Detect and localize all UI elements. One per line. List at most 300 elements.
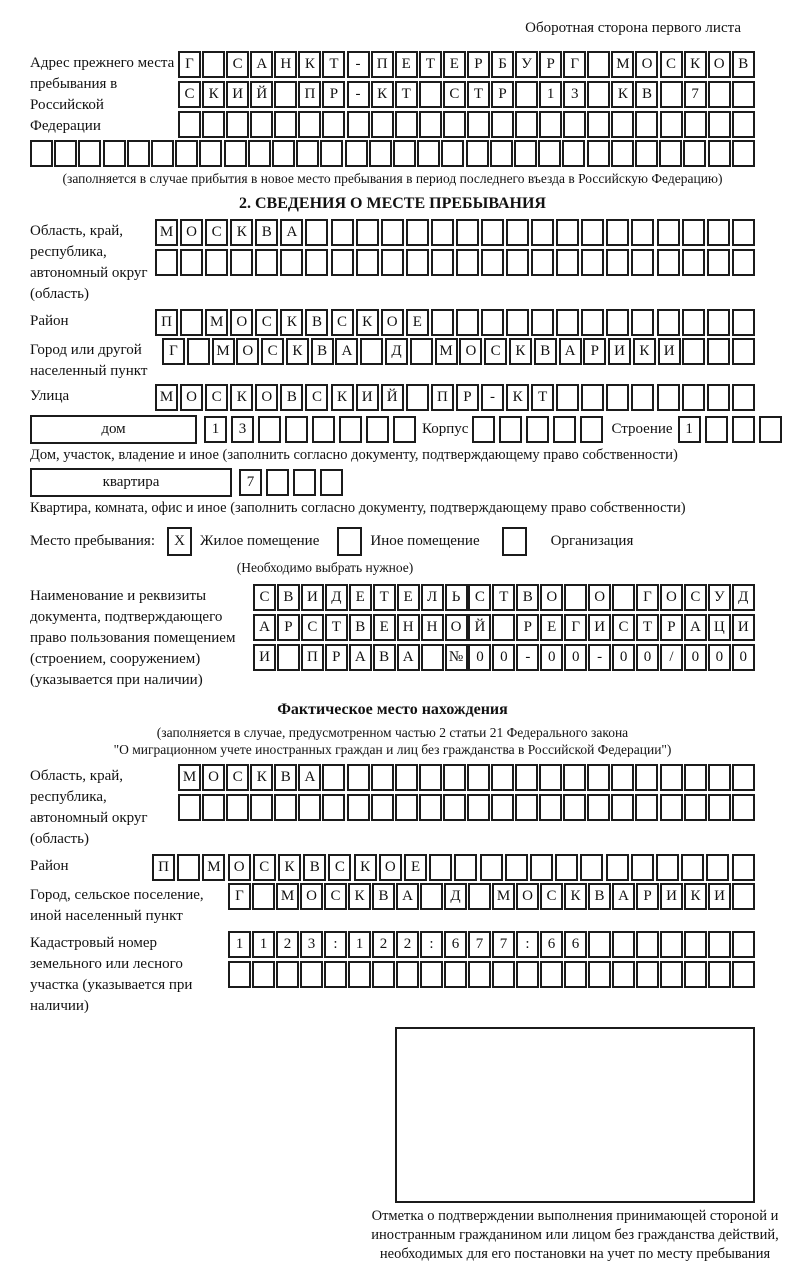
char-box: В (303, 854, 326, 881)
char-box (180, 249, 203, 276)
char-box: С (305, 384, 328, 411)
char-box (515, 764, 538, 791)
char-box (356, 249, 379, 276)
char-box (631, 249, 654, 276)
apartment-type-box: квартира (30, 468, 232, 497)
char-box (300, 961, 323, 988)
char-box: К (230, 219, 253, 246)
house-type-box: дом (30, 415, 197, 444)
char-box (274, 794, 297, 821)
char-box: О (635, 51, 658, 78)
char-box (660, 961, 683, 988)
char-box: К (354, 854, 377, 881)
char-box (514, 140, 537, 167)
city-label: Город или другой населенный пункт (30, 342, 148, 379)
char-box: / (660, 644, 683, 671)
char-box (371, 794, 394, 821)
char-box (331, 219, 354, 246)
char-box: - (481, 384, 504, 411)
char-box (682, 309, 705, 336)
char-box (417, 140, 440, 167)
char-grid (228, 883, 755, 910)
char-box (178, 794, 201, 821)
char-box: О (516, 883, 539, 910)
char-box: А (253, 614, 276, 641)
char-box (564, 961, 587, 988)
char-box: К (506, 384, 529, 411)
char-box: М (205, 309, 228, 336)
char-box: К (633, 338, 656, 365)
char-box: С (253, 584, 276, 611)
char-box (683, 140, 706, 167)
char-box (708, 140, 731, 167)
page-side-note: Оборотная сторона первого листа (525, 20, 741, 36)
char-box (54, 140, 77, 167)
char-box (587, 764, 610, 791)
char-box (420, 883, 443, 910)
checkbox-other-premises (337, 527, 362, 556)
char-box (466, 140, 489, 167)
char-box (395, 794, 418, 821)
char-box (732, 384, 755, 411)
char-box (481, 309, 504, 336)
district-row (30, 309, 755, 336)
apartment-row (30, 468, 755, 497)
char-box (682, 219, 705, 246)
char-box (224, 140, 247, 167)
char-box (410, 338, 433, 365)
char-box (660, 764, 683, 791)
char-box (606, 309, 629, 336)
fact-hint-line1: (заполняется в случае, предусмотренном частью 2 статьи 21 Федерального закона (156, 725, 629, 740)
char-box (516, 961, 539, 988)
char-box (635, 140, 658, 167)
prev-address-hint: (заполняется в случае прибытия в новое место пребывания в период последнего въезда в Российскую Федерацию) (62, 171, 723, 186)
char-box (226, 794, 249, 821)
char-box: 3 (563, 81, 586, 108)
char-box: В (274, 764, 297, 791)
char-box (732, 140, 755, 167)
char-box (732, 111, 755, 138)
char-box: Е (373, 614, 396, 641)
char-box: 0 (636, 644, 659, 671)
char-box (266, 469, 289, 496)
char-box (682, 338, 705, 365)
char-box (556, 249, 579, 276)
char-box (421, 644, 444, 671)
char-grid (178, 81, 755, 108)
char-box (708, 81, 731, 108)
char-box (258, 416, 281, 443)
char-box (395, 764, 418, 791)
char-box (732, 219, 755, 246)
char-box (347, 111, 370, 138)
stay-type-row (30, 527, 755, 556)
char-box (454, 854, 477, 881)
char-box (611, 794, 634, 821)
char-box (187, 338, 210, 365)
char-box (564, 584, 587, 611)
char-box (581, 309, 604, 336)
char-box (443, 111, 466, 138)
char-box: И (732, 614, 755, 641)
char-box (276, 961, 299, 988)
char-box (515, 81, 538, 108)
char-box (556, 219, 579, 246)
char-box (631, 384, 654, 411)
char-box (606, 854, 629, 881)
char-box (732, 81, 755, 108)
char-box (707, 338, 730, 365)
char-box (732, 794, 755, 821)
char-box (322, 794, 345, 821)
char-box (682, 384, 705, 411)
fact-region-row (30, 764, 755, 850)
char-box (127, 140, 150, 167)
char-box: У (708, 584, 731, 611)
char-box (732, 309, 755, 336)
char-box: Е (406, 309, 429, 336)
char-box: Е (349, 584, 372, 611)
char-box: Р (660, 614, 683, 641)
char-box (581, 219, 604, 246)
char-box (492, 961, 515, 988)
char-box (684, 961, 707, 988)
char-box: К (202, 81, 225, 108)
char-box: И (658, 338, 681, 365)
char-box: С (328, 854, 351, 881)
char-box: Ц (708, 614, 731, 641)
char-box (563, 794, 586, 821)
char-box: О (459, 338, 482, 365)
char-box: 2 (276, 931, 299, 958)
char-box (705, 416, 728, 443)
char-box: П (298, 81, 321, 108)
prev-address-label: Адрес прежнего места пребывания в Российской Федерации (30, 55, 175, 134)
char-box: В (255, 219, 278, 246)
char-box (472, 416, 495, 443)
char-box (581, 384, 604, 411)
char-box: О (180, 219, 203, 246)
char-box: В (534, 338, 557, 365)
char-box: 6 (540, 931, 563, 958)
char-box: А (559, 338, 582, 365)
char-box: Т (467, 81, 490, 108)
char-box (684, 794, 707, 821)
char-box: А (280, 219, 303, 246)
char-box (272, 140, 295, 167)
house-number-grid (204, 416, 416, 443)
char-box (348, 961, 371, 988)
char-box: С (205, 384, 228, 411)
char-box (491, 794, 514, 821)
char-box: О (230, 309, 253, 336)
char-box (177, 854, 200, 881)
char-box (732, 249, 755, 276)
char-box (631, 219, 654, 246)
char-box: О (255, 384, 278, 411)
checkbox-residential: X (167, 527, 192, 556)
char-box (467, 111, 490, 138)
char-box (420, 961, 443, 988)
char-box (707, 384, 730, 411)
char-box: П (152, 854, 175, 881)
char-box (631, 854, 654, 881)
char-box (580, 854, 603, 881)
char-box (78, 140, 101, 167)
char-box (539, 764, 562, 791)
char-box: Р (516, 614, 539, 641)
char-box (708, 111, 731, 138)
char-box: М (492, 883, 515, 910)
char-box (467, 794, 490, 821)
char-box (345, 140, 368, 167)
char-box (419, 764, 442, 791)
region-grids (155, 219, 755, 276)
char-box: 0 (540, 644, 563, 671)
char-box (230, 249, 253, 276)
char-box (456, 249, 479, 276)
char-box: С (684, 584, 707, 611)
char-grid (152, 854, 755, 881)
char-box: 1 (204, 416, 227, 443)
char-box (491, 764, 514, 791)
char-box: Б (491, 51, 514, 78)
char-box: 0 (492, 644, 515, 671)
char-box: К (348, 883, 371, 910)
char-box (481, 219, 504, 246)
char-box (499, 416, 522, 443)
char-box (707, 309, 730, 336)
char-box (155, 249, 178, 276)
char-box: Д (444, 883, 467, 910)
char-box: И (253, 644, 276, 671)
char-box: А (397, 644, 420, 671)
char-box: И (356, 384, 379, 411)
char-box (285, 416, 308, 443)
char-box (429, 854, 452, 881)
char-box: - (347, 51, 370, 78)
char-box (606, 384, 629, 411)
char-box: Г (178, 51, 201, 78)
document-grids (253, 584, 755, 671)
char-box: С (301, 614, 324, 641)
char-box (151, 140, 174, 167)
char-box (587, 81, 610, 108)
char-box: Г (162, 338, 185, 365)
option-organization-label: Организация (550, 533, 634, 549)
char-box (372, 961, 395, 988)
char-box (419, 111, 442, 138)
char-box: : (420, 931, 443, 958)
char-box: Й (250, 81, 273, 108)
char-box: : (324, 931, 347, 958)
char-box (468, 961, 491, 988)
char-box: 0 (612, 644, 635, 671)
char-box: К (331, 384, 354, 411)
char-box: 0 (684, 644, 707, 671)
char-box: М (611, 51, 634, 78)
char-box: О (236, 338, 259, 365)
char-box (657, 309, 680, 336)
char-box: А (250, 51, 273, 78)
house-row (30, 415, 755, 444)
char-box: С (612, 614, 635, 641)
char-box (444, 961, 467, 988)
char-box (587, 51, 610, 78)
char-box (531, 309, 554, 336)
char-box (274, 111, 297, 138)
char-box: С (660, 51, 683, 78)
char-box: 7 (239, 469, 262, 496)
char-box (431, 309, 454, 336)
char-box (366, 416, 389, 443)
char-grid (228, 961, 755, 988)
char-box (539, 794, 562, 821)
char-box (562, 140, 585, 167)
char-box: 7 (684, 81, 707, 108)
checkbox-organization (502, 527, 527, 556)
char-box (293, 469, 316, 496)
char-box: 0 (708, 644, 731, 671)
char-box: В (516, 584, 539, 611)
korpus-grid (472, 416, 603, 443)
char-box: О (300, 883, 323, 910)
char-grid (178, 794, 755, 821)
char-box: С (205, 219, 228, 246)
char-box: К (250, 764, 273, 791)
char-box: Р (491, 81, 514, 108)
char-box: 7 (468, 931, 491, 958)
char-box (707, 249, 730, 276)
char-grid (178, 51, 755, 78)
char-box: Н (397, 614, 420, 641)
char-box: В (372, 883, 395, 910)
char-box: С (540, 883, 563, 910)
char-box (492, 614, 515, 641)
char-box: П (301, 644, 324, 671)
char-box: А (335, 338, 358, 365)
char-grid (253, 584, 755, 611)
char-box (660, 111, 683, 138)
char-box: Р (325, 644, 348, 671)
char-box (320, 140, 343, 167)
char-box: К (280, 309, 303, 336)
char-box: 1 (539, 81, 562, 108)
char-box: Р (322, 81, 345, 108)
char-box: П (431, 384, 454, 411)
char-box: 6 (564, 931, 587, 958)
char-box (732, 961, 755, 988)
fact-city-row (30, 883, 755, 927)
char-box (612, 931, 635, 958)
char-box: В (732, 51, 755, 78)
char-box: П (155, 309, 178, 336)
char-box (563, 764, 586, 791)
char-box: М (155, 384, 178, 411)
char-grid (155, 249, 755, 276)
fact-region-label: Область, край, республика, автономный округ (область) (30, 768, 148, 847)
char-box (339, 416, 362, 443)
char-box: К (286, 338, 309, 365)
char-box (635, 111, 658, 138)
apartment-hint: Квартира, комната, офис и иное (заполнить согласно документу, подтверждающему право собственности) (30, 500, 686, 516)
char-box: К (684, 51, 707, 78)
char-box (636, 961, 659, 988)
char-box: : (516, 931, 539, 958)
char-box (660, 81, 683, 108)
char-box (205, 249, 228, 276)
char-box (706, 854, 729, 881)
char-box (347, 794, 370, 821)
char-box (30, 140, 53, 167)
char-box (684, 931, 707, 958)
char-box: Р (456, 384, 479, 411)
char-box (312, 416, 335, 443)
char-box: К (611, 81, 634, 108)
char-box (431, 219, 454, 246)
cadastre-row (30, 931, 755, 1017)
char-box (732, 854, 755, 881)
char-box (467, 764, 490, 791)
char-box: В (311, 338, 334, 365)
char-box (611, 111, 634, 138)
char-box: Й (468, 614, 491, 641)
char-box (708, 794, 731, 821)
char-box (248, 140, 271, 167)
char-box: А (349, 644, 372, 671)
char-box: А (298, 764, 321, 791)
char-box (636, 931, 659, 958)
fact-district-row (30, 854, 755, 881)
district-label: Район (30, 313, 69, 329)
char-box: Й (381, 384, 404, 411)
char-box: О (708, 51, 731, 78)
char-box (360, 338, 383, 365)
char-box (587, 794, 610, 821)
section2-title: 2. СВЕДЕНИЯ О МЕСТЕ ПРЕБЫВАНИЯ (239, 195, 546, 212)
char-box (556, 384, 579, 411)
char-box (606, 249, 629, 276)
char-box (580, 416, 603, 443)
char-box: К (298, 51, 321, 78)
char-box (635, 794, 658, 821)
char-box (657, 219, 680, 246)
char-box: Е (443, 51, 466, 78)
char-box: Ь (445, 584, 468, 611)
char-box (202, 51, 225, 78)
char-box: 3 (231, 416, 254, 443)
char-box (684, 111, 707, 138)
document-row (30, 584, 755, 691)
char-box (419, 794, 442, 821)
char-box: - (588, 644, 611, 671)
char-box (252, 961, 275, 988)
char-box (250, 111, 273, 138)
char-box: С (468, 584, 491, 611)
char-box (588, 961, 611, 988)
fact-district-label: Район (30, 858, 69, 874)
char-box (555, 854, 578, 881)
char-box: С (255, 309, 278, 336)
char-box (506, 249, 529, 276)
char-box (660, 931, 683, 958)
prev-address-overflow-grid (30, 140, 755, 167)
char-box: А (684, 614, 707, 641)
char-box (175, 140, 198, 167)
char-box (443, 764, 466, 791)
char-box: С (253, 854, 276, 881)
